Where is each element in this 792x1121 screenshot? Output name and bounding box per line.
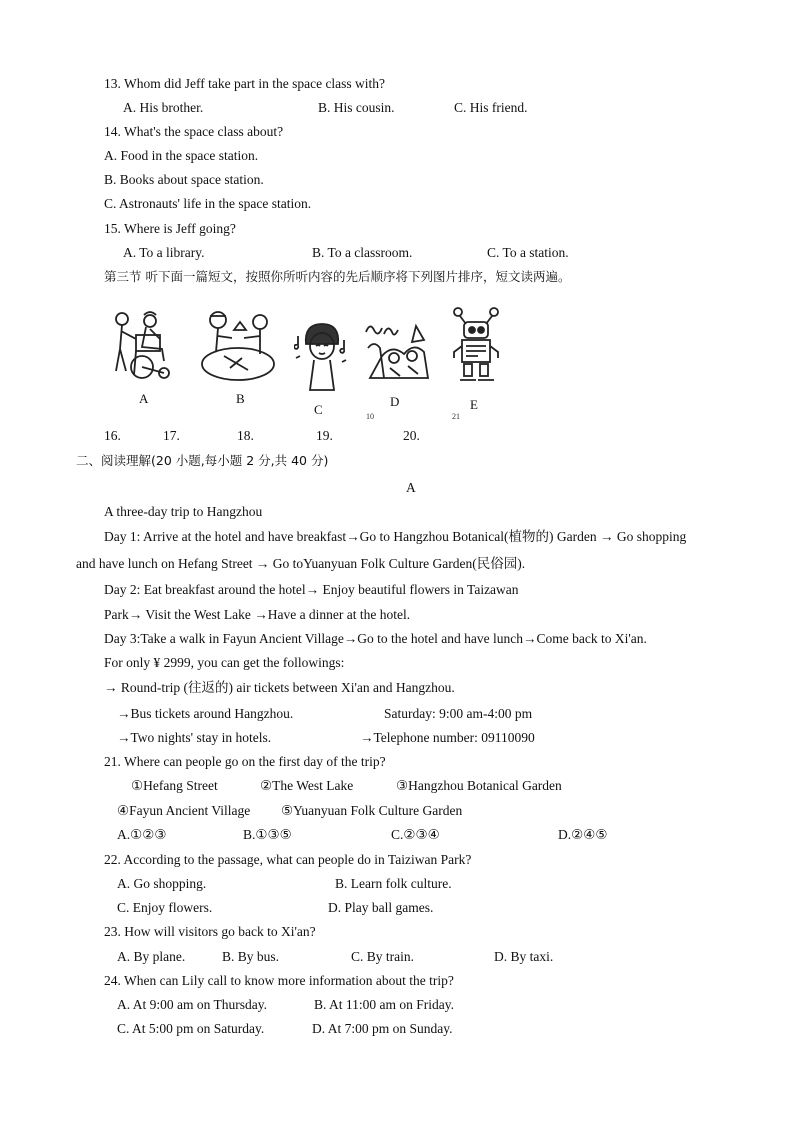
answer-blank-18: 18. — [237, 428, 254, 443]
passage-phone: →Telephone number: 09110090 — [360, 730, 535, 745]
passage-letter: A — [406, 480, 416, 495]
q22-option-b: B. Learn folk culture. — [335, 876, 452, 891]
q22-option-d: D. Play ball games. — [328, 900, 434, 915]
picture-e-robot — [448, 306, 504, 386]
passage-day2-line2: Park→ Visit the West Lake →Have a dinner at the hotel. — [104, 607, 411, 622]
part2-heading: 二、阅读理解(20 小题,每小题 2 分,共 40 分) — [76, 453, 329, 468]
passage-hours: Saturday: 9:00 am-4:00 pm — [384, 706, 533, 721]
passage-item-bus: →Bus tickets around Hangzhou. — [117, 706, 294, 721]
q23-option-a: A. By plane. — [117, 949, 186, 964]
q23-option-b: B. By bus. — [222, 949, 280, 964]
picture-a-wheelchair — [106, 305, 176, 385]
q13-option-b: B. His cousin. — [318, 100, 395, 115]
passage-item-hotel: →Two nights' stay in hotels. — [117, 730, 272, 745]
q22-question: 22. According to the passage, what can people do in Taiziwan Park? — [104, 852, 472, 867]
q21-question: 21. Where can people go on the first day of the trip? — [104, 754, 386, 769]
q21-place-5: ⑤Yuanyuan Folk Culture Garden — [281, 803, 463, 818]
answer-blank-19: 19. — [316, 428, 333, 443]
passage-day1-line2: and have lunch on Hefang Street → Go toYuanyuan Folk Culture Garden(民俗园). — [76, 556, 526, 571]
passage-price: For only ¥ 2999, you can get the followings: — [104, 655, 345, 670]
q14-option-c: C. Astronauts' life in the space station. — [104, 196, 312, 211]
q15-question: 15. Where is Jeff going? — [104, 221, 236, 236]
picture-c-label: C — [314, 402, 323, 417]
passage-item-airticket: → Round-trip (往返的) air tickets between Xi'an and Hangzhou. — [104, 680, 455, 695]
q21-option-d: D.②④⑤ — [558, 827, 608, 842]
q14-option-b: B. Books about space station. — [104, 172, 264, 187]
passage-day2-line1: Day 2: Eat breakfast around the hotel→ Enjoy beautiful flowers in Taizawan — [104, 582, 519, 597]
picture-d-group — [364, 318, 432, 386]
q13-option-c: C. His friend. — [454, 100, 528, 115]
q21-option-b: B.①③⑤ — [243, 827, 292, 842]
answer-blank-16: 16. — [104, 428, 121, 443]
q13-option-a: A. His brother. — [123, 100, 204, 115]
section3-instruction: 第三节 听下面一篇短文，按照你所听内容的先后顺序将下列图片排序，短文读两遍。 — [104, 269, 571, 284]
answer-blank-17: 17. — [163, 428, 180, 443]
passage-day1-line1: Day 1: Arrive at the hotel and have breakfast→Go to Hangzhou Botanical(植物的) Garden → Go shopping — [104, 529, 687, 544]
q15-option-c: C. To a station. — [487, 245, 569, 260]
cut-mark-d: 10 — [366, 412, 374, 421]
q21-place-3: ③Hangzhou Botanical Garden — [396, 778, 562, 793]
q22-option-c: C. Enjoy flowers. — [117, 900, 213, 915]
q23-option-d: D. By taxi. — [494, 949, 554, 964]
q14-question: 14. What's the space class about? — [104, 124, 284, 139]
picture-b-picnic — [198, 308, 278, 386]
q24-option-c: C. At 5:00 pm on Saturday. — [117, 1021, 265, 1036]
q24-option-a: A. At 9:00 am on Thursday. — [117, 997, 267, 1012]
passage-title: A three-day trip to Hangzhou — [104, 504, 263, 519]
q24-option-b: B. At 11:00 am on Friday. — [314, 997, 454, 1012]
q21-option-a: A.①②③ — [117, 827, 167, 842]
picture-e-label: E — [470, 397, 478, 412]
q14-option-a: A. Food in the space station. — [104, 148, 259, 163]
q21-place-1: ①Hefang Street — [131, 778, 218, 793]
q23-question: 23. How will visitors go back to Xi'an? — [104, 924, 316, 939]
q15-option-a: A. To a library. — [123, 245, 205, 260]
q22-option-a: A. Go shopping. — [117, 876, 207, 891]
answer-blank-20: 20. — [403, 428, 420, 443]
cut-mark-e: 21 — [452, 412, 460, 421]
q15-option-b: B. To a classroom. — [312, 245, 413, 260]
q13-question: 13. Whom did Jeff take part in the space class with? — [104, 76, 386, 91]
q21-place-2: ②The West Lake — [260, 778, 354, 793]
picture-d-label: D — [390, 394, 400, 409]
q24-question: 24. When can Lily call to know more information about the trip? — [104, 973, 454, 988]
passage-day3: Day 3:Take a walk in Fayun Ancient Village→Go to the hotel and have lunch→Come back to Xi'an. — [104, 631, 647, 646]
q23-option-c: C. By train. — [351, 949, 414, 964]
q24-option-d: D. At 7:00 pm on Sunday. — [312, 1021, 453, 1036]
picture-b-label: B — [236, 391, 245, 406]
picture-c-music — [294, 318, 350, 398]
q21-option-c: C.②③④ — [391, 827, 440, 842]
q21-place-4: ④Fayun Ancient Village — [117, 803, 251, 818]
picture-a-label: A — [139, 391, 149, 406]
